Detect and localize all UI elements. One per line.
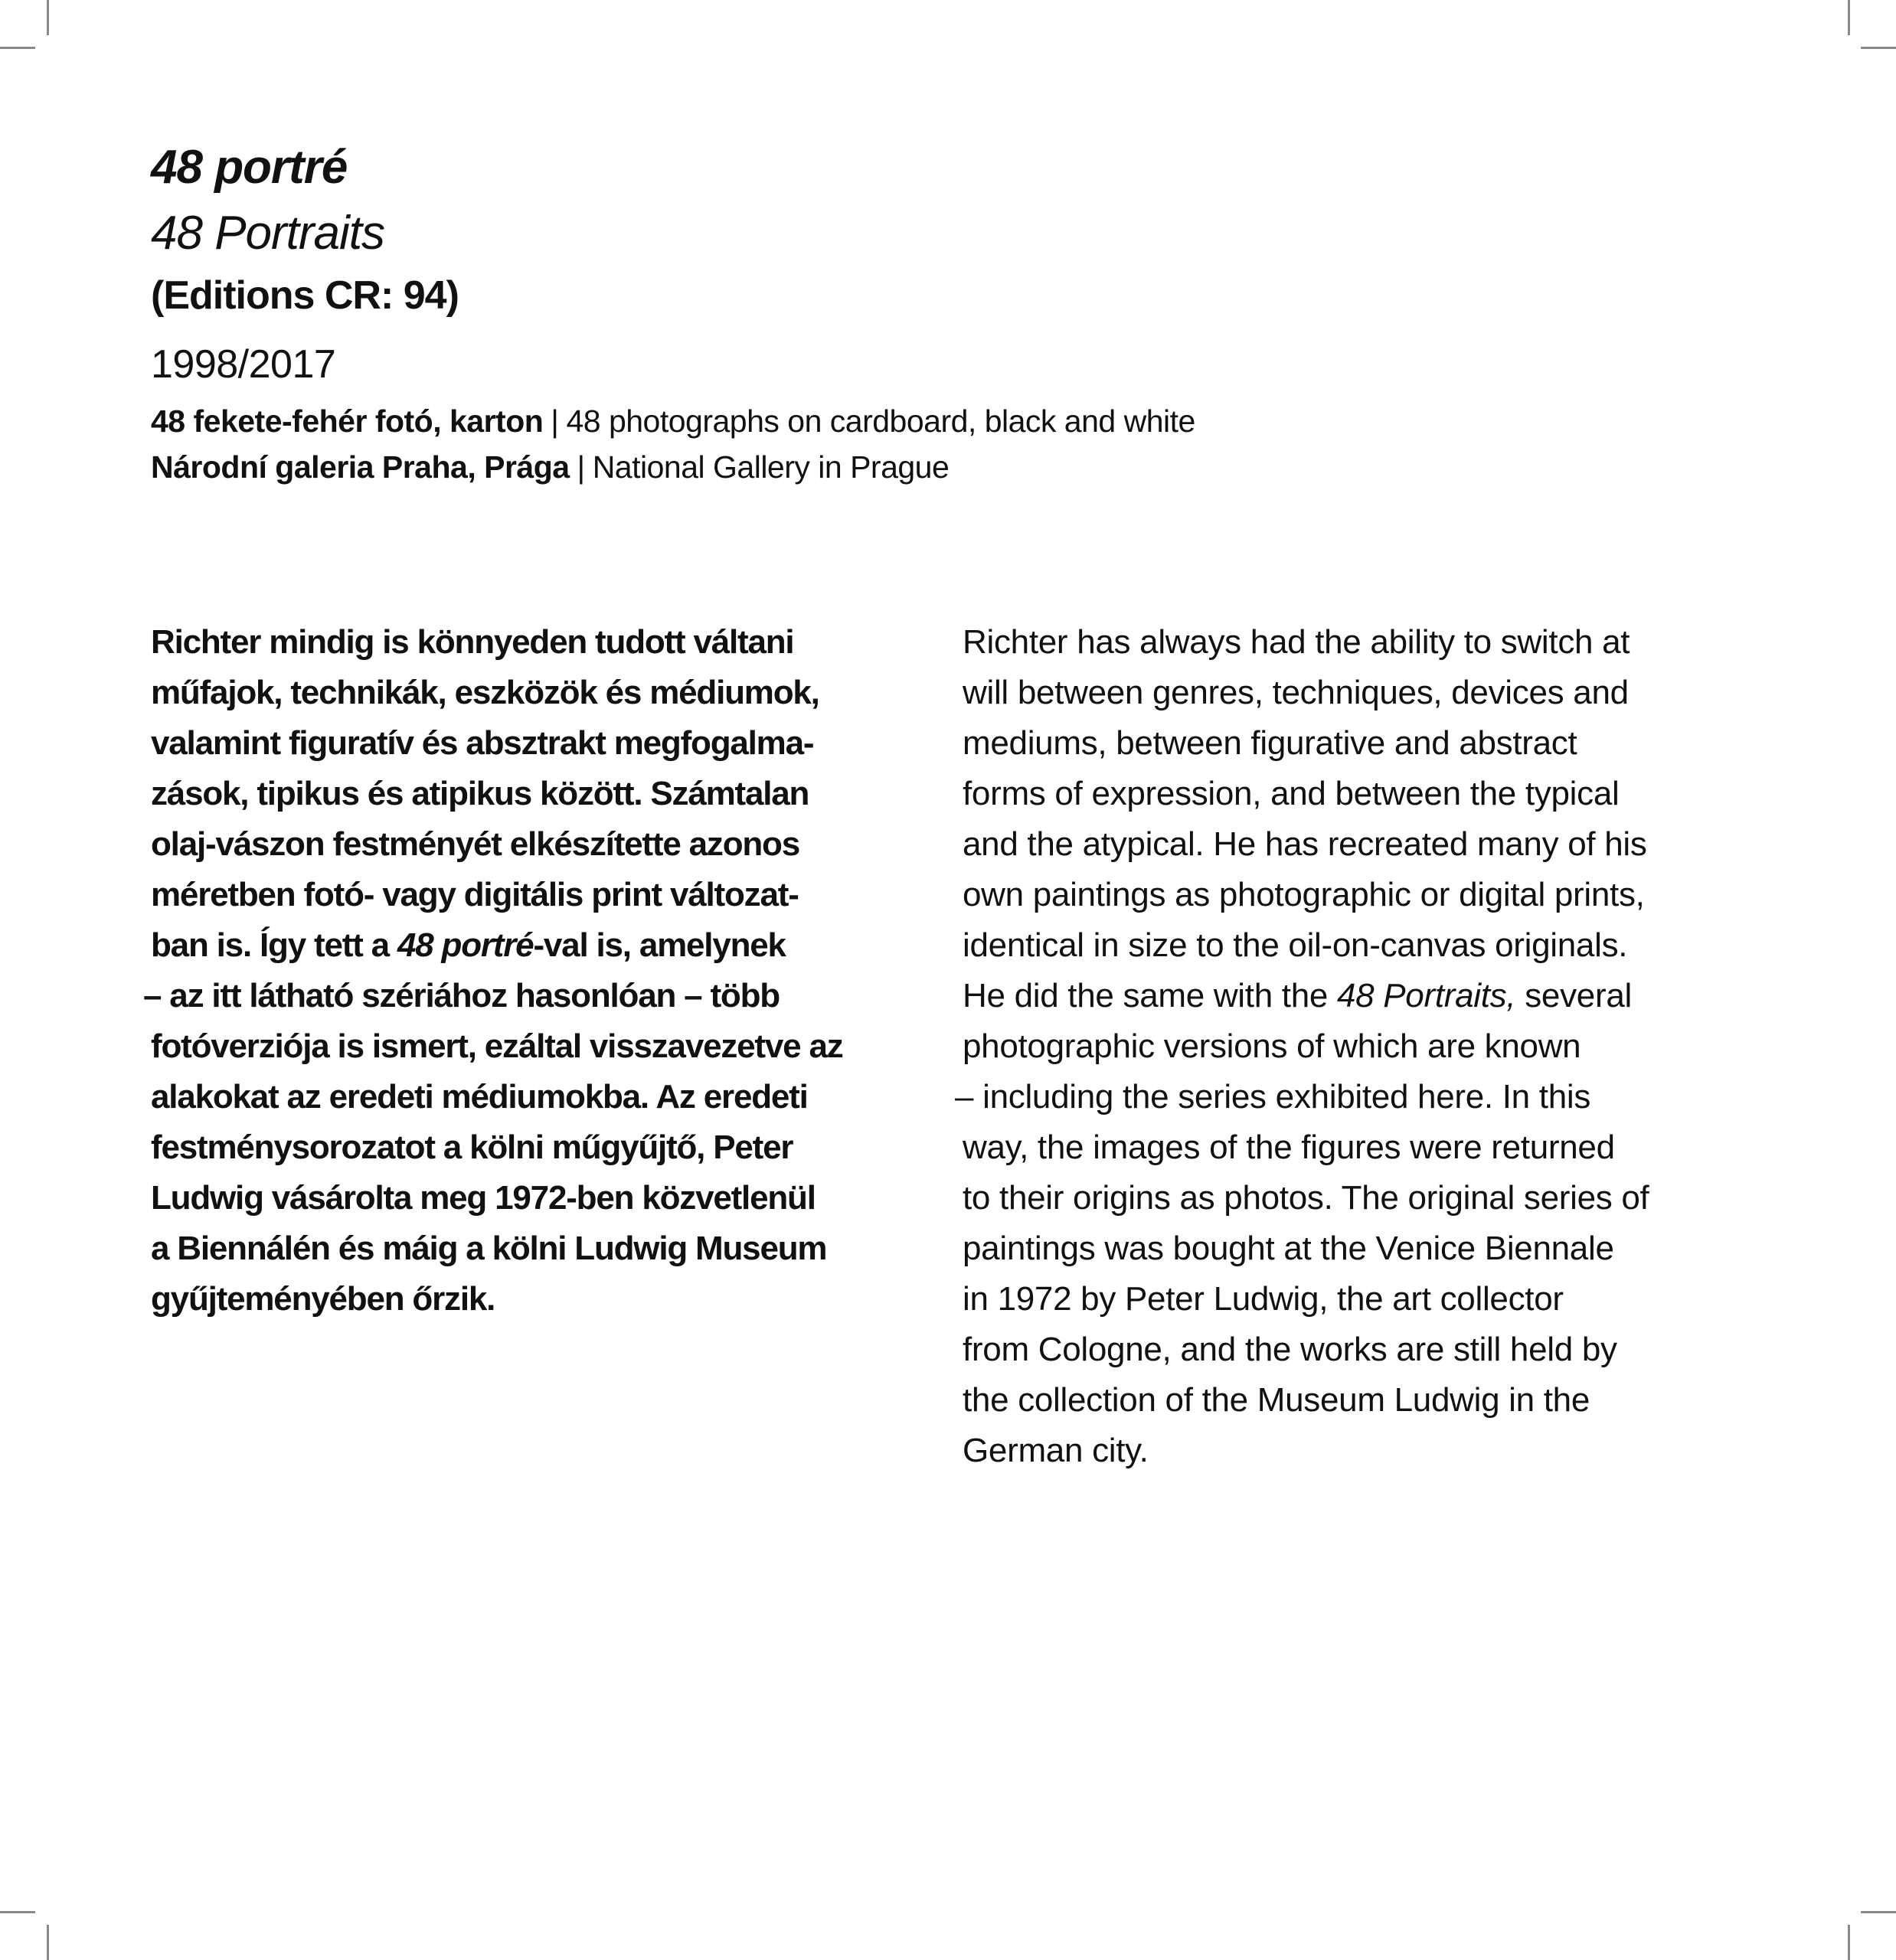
crop-mark-top-right-vertical — [1848, 0, 1850, 35]
text-line: ban is. Így tett a 48 portré-val is, amelynek — [151, 926, 786, 964]
text-line: German city. — [963, 1432, 1149, 1469]
text-line: way, the images of the figures were returned — [963, 1129, 1615, 1166]
text-line: – including the series exhibited here. In this — [955, 1078, 1591, 1116]
collection-line — [151, 449, 950, 485]
text-line: mediums, between figurative and abstract — [963, 724, 1577, 762]
materials-hungarian: 48 fekete-fehér fotó, karton — [151, 403, 544, 439]
text-line: festménysorozatot a kölni műgyűjtő, Peter — [151, 1129, 793, 1166]
materials-english: 48 photographs on cardboard, black and white — [566, 403, 1195, 439]
text-line: to their origins as photos. The original series of — [963, 1179, 1649, 1217]
crop-mark-bottom-right-horizontal — [1861, 1911, 1896, 1913]
crop-mark-bottom-right-vertical — [1848, 1925, 1850, 1960]
text-line: – az itt látható szériához hasonlóan – több — [143, 977, 780, 1014]
text-line: and the atypical. He has recreated many of his — [963, 825, 1647, 863]
text-line: He did the same with the 48 Portraits, several — [963, 977, 1632, 1014]
text-line: Richter has always had the ability to switch at — [963, 623, 1630, 661]
body-text-columns — [143, 617, 1804, 1476]
crop-mark-top-left-vertical — [47, 0, 49, 35]
crop-mark-bottom-left-vertical — [47, 1925, 49, 1960]
text-line: valamint figuratív és absztrakt megfogalma- — [151, 724, 814, 762]
text-line: műfajok, technikák, eszközök és médiumok, — [151, 674, 819, 711]
editions-catalogue-number: (Editions CR: 94) — [151, 273, 459, 318]
text-line: will between genres, techniques, devices and — [963, 674, 1629, 711]
body-text-english — [955, 617, 1649, 1476]
collection-hungarian: Národní galeria Praha, Prága — [151, 449, 570, 485]
crop-mark-top-right-horizontal — [1861, 47, 1896, 49]
crop-mark-top-left-horizontal — [0, 47, 35, 49]
text-line: paintings was bought at the Venice Biennale — [963, 1230, 1614, 1267]
text-line: forms of expression, and between the typical — [963, 775, 1620, 812]
text-line: a Biennálén és máig a kölni Ludwig Museum — [151, 1230, 827, 1267]
text-line: photographic versions of which are known — [963, 1027, 1581, 1065]
text-line: the collection of the Museum Ludwig in the — [963, 1381, 1590, 1419]
text-line: fotóverziója is ismert, ezáltal visszavezetve az — [151, 1027, 843, 1065]
collection-english: National Gallery in Prague — [592, 449, 950, 485]
artwork-years: 1998/2017 — [151, 342, 336, 387]
artwork-title-hungarian: 48 portré — [151, 141, 348, 194]
text-line: zások, tipikus és atipikus között. Számtalan — [151, 775, 809, 812]
body-text-hungarian — [143, 617, 963, 1325]
text-line: identical in size to the oil-on-canvas originals. — [963, 926, 1628, 964]
artwork-title-english: 48 Portraits — [151, 207, 385, 260]
text-line: alakokat az eredeti médiumokba. Az eredeti — [151, 1078, 808, 1116]
materials-line — [151, 403, 1195, 439]
text-line: Ludwig vásárolta meg 1972-ben közvetlenül — [151, 1179, 816, 1217]
collection-separator: | — [577, 449, 585, 485]
text-line: méretben fotó- vagy digitális print változat- — [151, 876, 799, 913]
text-line: Richter mindig is könnyeden tudott váltani — [151, 623, 794, 661]
text-line: gyűjteményében őrzik. — [151, 1280, 495, 1318]
materials-separator: | — [551, 403, 559, 439]
text-line: from Cologne, and the works are still held by — [963, 1331, 1617, 1368]
crop-mark-bottom-left-horizontal — [0, 1911, 35, 1913]
text-line: own paintings as photographic or digital prints, — [963, 876, 1645, 913]
text-line: olaj-vászon festményét elkészítette azonos — [151, 825, 800, 863]
text-line: in 1972 by Peter Ludwig, the art collector — [963, 1280, 1564, 1318]
